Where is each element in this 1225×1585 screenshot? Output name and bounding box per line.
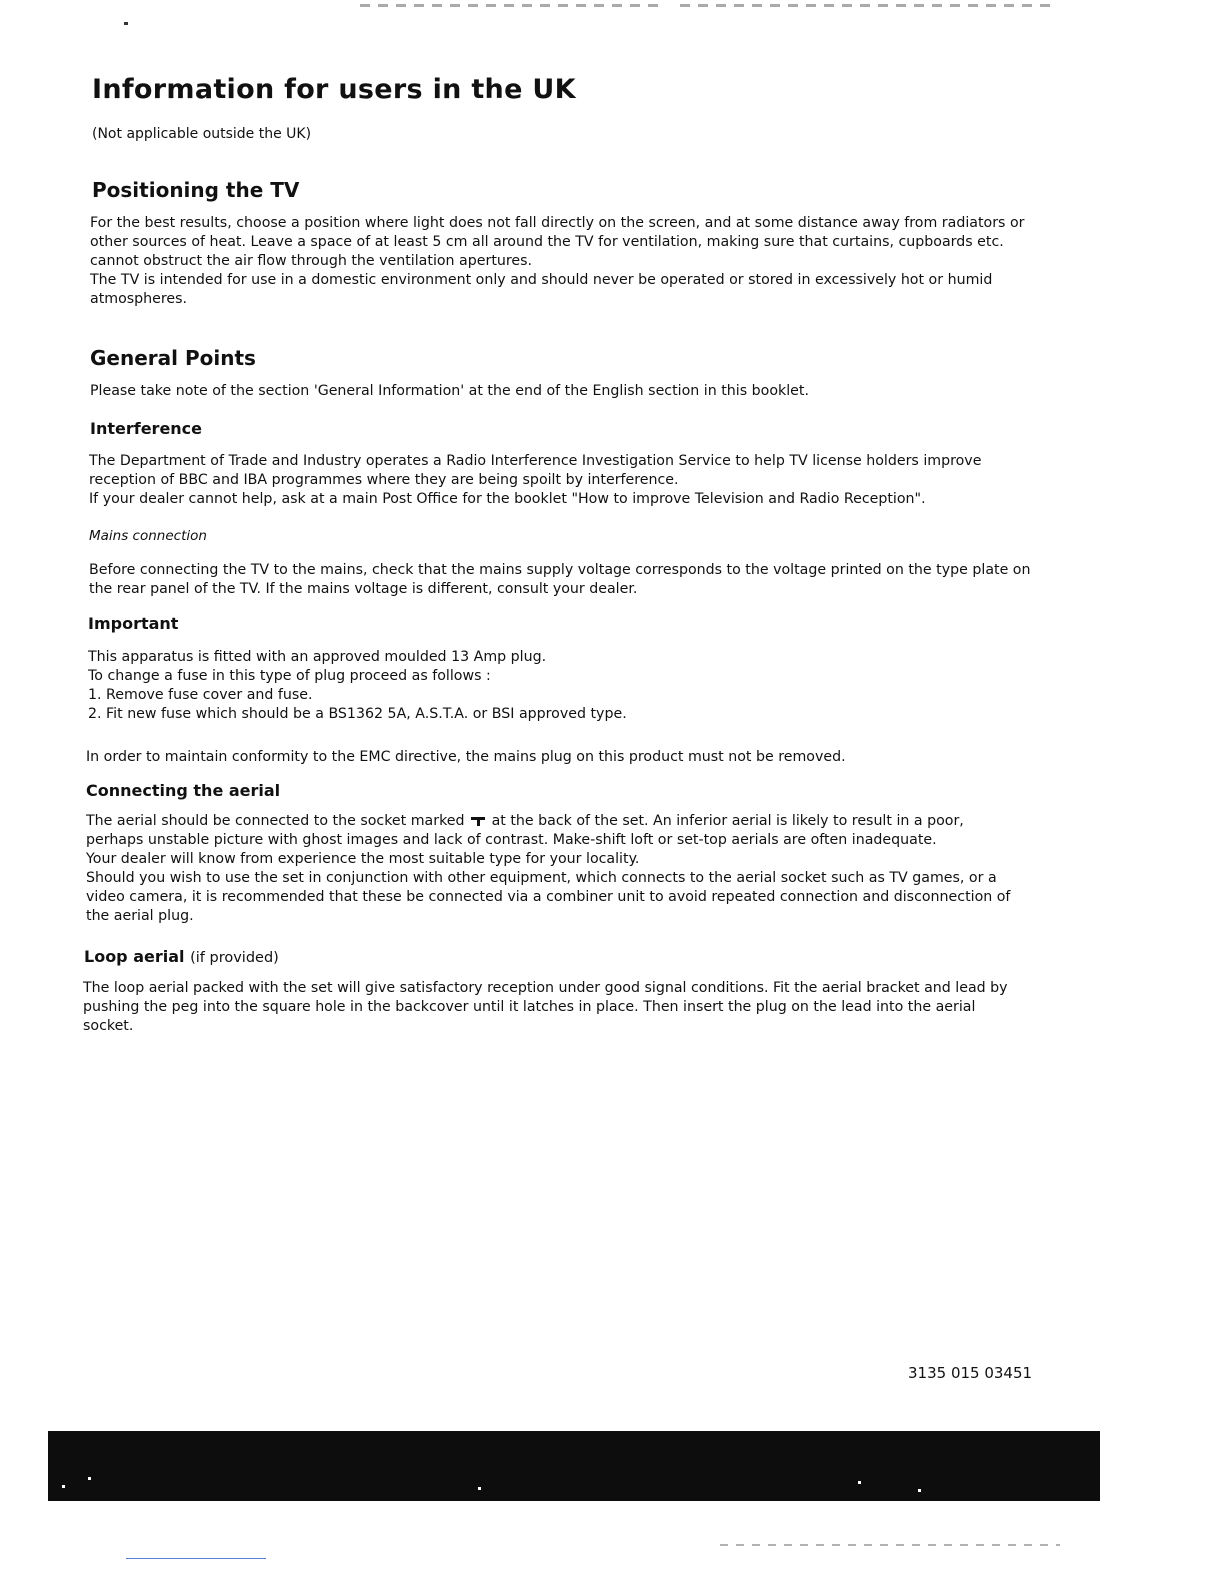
loop-line: socket. xyxy=(83,1018,134,1034)
scan-line xyxy=(126,1558,266,1559)
loop-heading-note: (if provided) xyxy=(190,950,279,966)
aerial-line: Your dealer will know from experience the most suitable type for your locality. xyxy=(86,851,640,867)
document-code: 3135 015 03451 xyxy=(908,1364,1033,1382)
interference-line: The Department of Trade and Industry operates a Radio Interference Investigation Service to help TV license holders improve xyxy=(89,453,982,469)
scan-speck xyxy=(918,1489,921,1492)
footer-bar xyxy=(48,1431,1100,1501)
mains-line: Before connecting the TV to the mains, check that the mains supply voltage corresponds to the voltage printed on the type plate on xyxy=(89,562,1031,578)
general-heading: General Points xyxy=(90,346,256,370)
aerial-line: perhaps unstable picture with ghost images and lack of contrast. Make-shift loft or set-top aerials are often inadequate. xyxy=(86,832,937,848)
positioning-line: other sources of heat. Leave a space of at least 5 cm all around the TV for ventilation, making sure that curtains, cupboards etc. xyxy=(90,234,1004,250)
scan-mark xyxy=(124,22,128,25)
positioning-line: The TV is intended for use in a domestic environment only and should never be operated or stored in excessively hot or humid xyxy=(90,272,993,288)
loop-paragraph xyxy=(83,979,1043,1036)
positioning-line: cannot obstruct the air flow through the ventilation apertures. xyxy=(90,253,533,269)
mains-line: the rear panel of the TV. If the mains voltage is different, consult your dealer. xyxy=(89,581,638,597)
loop-line: The loop aerial packed with the set will give satisfactory reception under good signal conditions. Fit the aerial bracket and lead by xyxy=(83,980,1008,996)
aerial-line-start: The aerial should be connected to the socket marked xyxy=(86,813,465,829)
interference-paragraph xyxy=(89,452,1049,509)
scan-speck xyxy=(62,1485,65,1488)
scan-artifact-top-left xyxy=(360,4,660,7)
general-line: Please take note of the section 'General Information' at the end of the English section in this booklet. xyxy=(90,383,809,399)
page-title: Information for users in the UK xyxy=(92,74,576,105)
positioning-line: atmospheres. xyxy=(90,291,188,307)
aerial-line: Should you wish to use the set in conjunction with other equipment, which connects to the aerial socket such as TV games, or a xyxy=(86,870,997,886)
aerial-paragraph xyxy=(86,812,1046,926)
positioning-line: For the best results, choose a position where light does not fall directly on the screen, and at some distance away from radiators or xyxy=(90,215,1025,231)
loop-heading xyxy=(84,947,279,966)
loop-line: pushing the peg into the square hole in the backcover until it latches in place. Then insert the plug on the lead into the aerial xyxy=(83,999,976,1015)
page-note: (Not applicable outside the UK) xyxy=(92,126,312,142)
aerial-line xyxy=(86,812,1046,831)
positioning-heading: Positioning the TV xyxy=(92,178,300,202)
important-line: 1. Remove fuse cover and fuse. xyxy=(88,687,313,703)
interference-line: If your dealer cannot help, ask at a main Post Office for the booklet "How to improve Television and Radio Reception". xyxy=(89,491,926,507)
important-line: To change a fuse in this type of plug proceed as follows : xyxy=(88,668,491,684)
aerial-line: video camera, it is recommended that these be connected via a combiner unit to avoid repeated connection and disconnection of xyxy=(86,889,1011,905)
scan-artifact-top-right xyxy=(680,4,1050,7)
aerial-line-end: at the back of the set. An inferior aerial is likely to result in a poor, xyxy=(491,813,964,829)
interference-heading: Interference xyxy=(90,419,203,438)
scan-artifact-bottom xyxy=(720,1544,1060,1546)
aerial-socket-icon xyxy=(471,816,485,826)
loop-heading-text: Loop aerial xyxy=(84,947,185,966)
emc-note: In order to maintain conformity to the EMC directive, the mains plug on this product must not be removed. xyxy=(86,749,846,765)
aerial-line: the aerial plug. xyxy=(86,908,194,924)
mains-heading: Mains connection xyxy=(89,528,207,544)
positioning-paragraph xyxy=(90,214,1050,309)
mains-paragraph xyxy=(89,561,1049,599)
important-line: This apparatus is fitted with an approved moulded 13 Amp plug. xyxy=(88,649,547,665)
scan-speck xyxy=(478,1487,481,1490)
important-paragraph xyxy=(88,648,1048,724)
scan-speck xyxy=(858,1481,861,1484)
scan-speck xyxy=(88,1477,91,1480)
interference-line: reception of BBC and IBA programmes where they are being spoilt by interference. xyxy=(89,472,679,488)
important-heading: Important xyxy=(88,614,179,633)
important-line: 2. Fit new fuse which should be a BS1362 5A, A.S.T.A. or BSI approved type. xyxy=(88,706,627,722)
aerial-heading: Connecting the aerial xyxy=(86,781,281,800)
